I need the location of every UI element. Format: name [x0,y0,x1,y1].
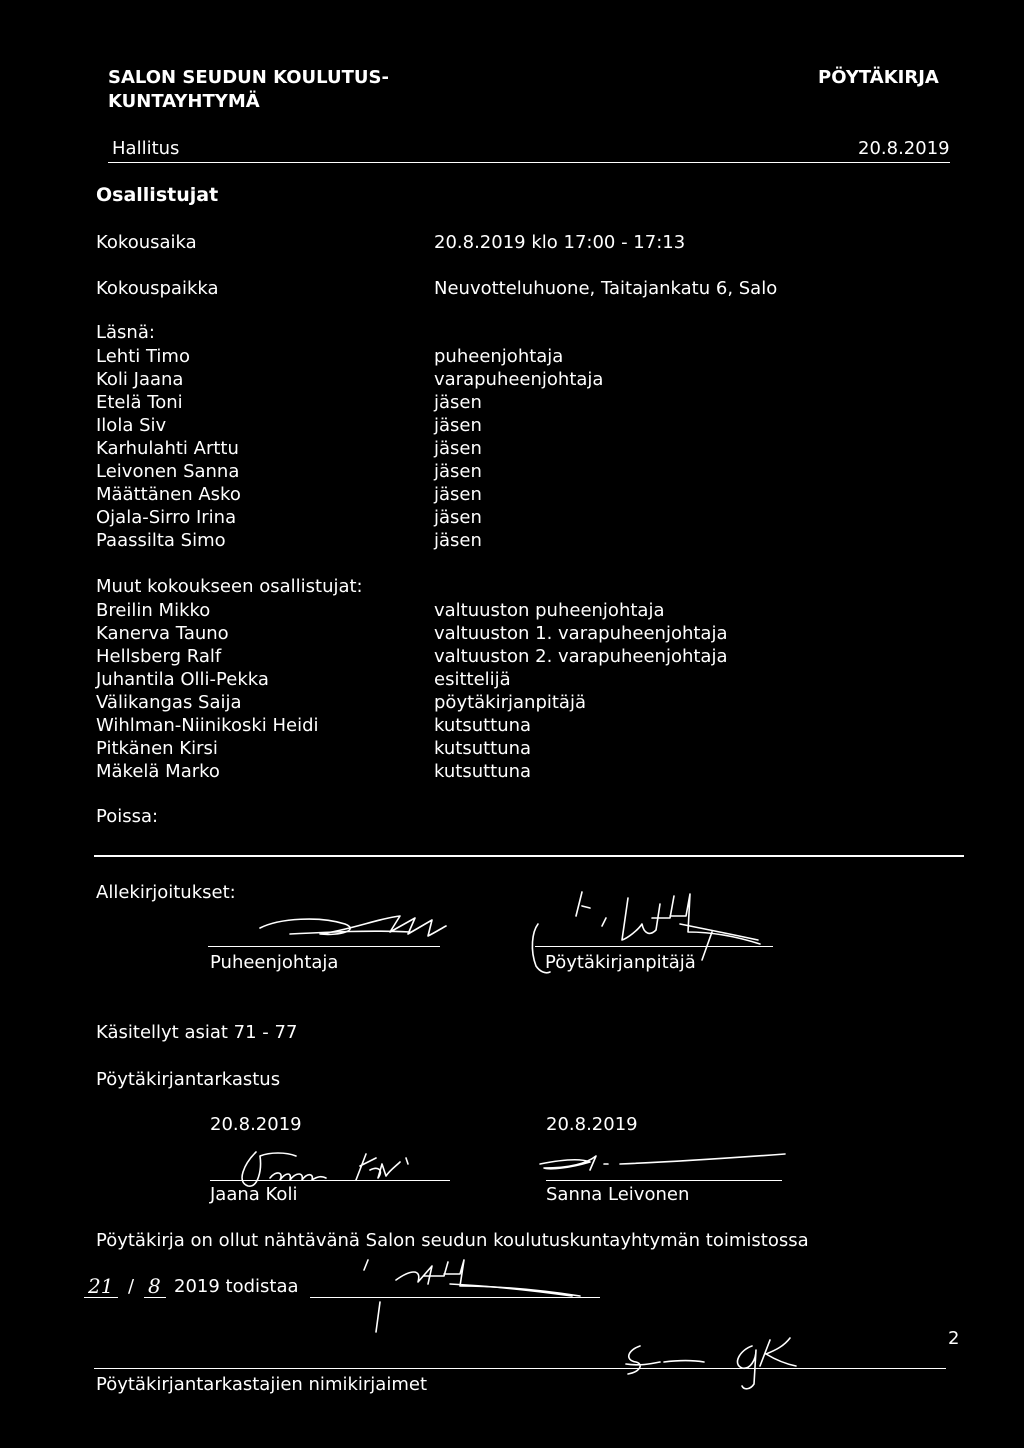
other-name: Kanerva Tauno [96,623,229,644]
secretary-caption: Pöytäkirjanpitäjä [545,952,696,973]
reviewer2-signature [530,1146,790,1182]
secretary-signature-line [535,946,773,947]
body-name: Hallitus [112,138,180,159]
present-name: Etelä Toni [96,392,183,413]
present-name: Leivonen Sanna [96,461,240,482]
witness-signature-line [310,1297,600,1298]
present-name: Lehti Timo [96,346,190,367]
notice-month-line [144,1297,166,1298]
meeting-time-value: 20.8.2019 klo 17:00 - 17:13 [434,232,686,253]
organization-name [108,66,389,114]
witness-signature [340,1240,610,1330]
other-role: valtuuston puheenjohtaja [434,600,665,621]
present-role: jäsen [434,392,482,413]
present-label: Läsnä: [96,322,155,343]
meeting-time-label: Kokousaika [96,232,197,253]
present-names [96,345,241,552]
other-role: kutsuttuna [434,715,532,736]
reviewer1-date: 20.8.2019 [210,1114,302,1135]
items-handled: Käsitellyt asiat 71 - 77 [96,1022,298,1043]
organization-name-line1: SALON SEUDUN KOULUTUS- [108,67,389,88]
other-role: esittelijä [434,669,511,690]
other-role: kutsuttuna [434,738,532,759]
other-role: valtuuston 1. varapuheenjohtaja [434,623,728,644]
document-type: PÖYTÄKIRJA [818,67,939,88]
page-number: 2 [948,1328,960,1349]
date-separator: / [128,1276,135,1297]
present-name: Ojala-Sirro Irina [96,507,237,528]
other-role: kutsuttuna [434,761,532,782]
meeting-place-value: Neuvotteluhuone, Taitajankatu 6, Salo [434,278,778,299]
other-name: Mäkelä Marko [96,761,220,782]
other-name: Wihlman-Niinikoski Heidi [96,715,319,736]
notice-text: Pöytäkirja on ollut nähtävänä Salon seudun koulutuskuntayhtymän toimistossa [96,1230,809,1251]
present-name: Määttänen Asko [96,484,241,505]
present-role: jäsen [434,484,482,505]
notice-month: 8 [148,1274,161,1298]
other-name: Hellsberg Ralf [96,646,222,667]
present-name: Koli Jaana [96,369,184,390]
present-role: jäsen [434,415,482,436]
section-divider [94,855,964,857]
present-role: jäsen [434,530,482,551]
notice-year-text: 2019 todistaa [174,1276,299,1297]
header-date: 20.8.2019 [858,138,950,159]
reviewer2-signature-line [546,1180,782,1181]
other-names [96,599,319,783]
signatures-label: Allekirjoitukset: [96,882,236,903]
other-name: Pitkänen Kirsi [96,738,218,759]
present-role: jäsen [434,507,482,528]
others-label: Muut kokoukseen osallistujat: [96,576,363,597]
other-role: valtuuston 2. varapuheenjohtaja [434,646,728,667]
present-roles [434,345,603,552]
present-name: Ilola Siv [96,415,167,436]
present-name: Paassilta Simo [96,530,226,551]
present-role: puheenjohtaja [434,346,564,367]
notice-day-line [84,1297,118,1298]
other-name: Välikangas Saija [96,692,242,713]
present-role: jäsen [434,438,482,459]
reviewer2-date: 20.8.2019 [546,1114,638,1135]
chair-signature [250,910,450,944]
present-name: Karhulahti Arttu [96,438,239,459]
organization-name-line2: KUNTAYHTYMÄ [108,91,260,112]
chair-signature-line [208,946,440,947]
other-roles [434,599,727,783]
reviewer1-signature-line [210,1180,450,1181]
other-role: pöytäkirjanpitäjä [434,692,586,713]
reviewer2-name: Sanna Leivonen [546,1184,690,1205]
meeting-place-label: Kokouspaikka [96,278,219,299]
reviewer1-name: Jaana Koli [210,1184,298,1205]
reviewer-initials [600,1320,840,1390]
header-divider [108,162,950,163]
footer-divider [94,1368,946,1369]
absent-label: Poissa: [96,806,159,827]
present-role: jäsen [434,461,482,482]
chair-caption: Puheenjohtaja [210,952,339,973]
present-role: varapuheenjohtaja [434,369,604,390]
other-name: Juhantila Olli-Pekka [96,669,269,690]
initials-label: Pöytäkirjantarkastajien nimikirjaimet [96,1374,427,1395]
participants-heading: Osallistujat [96,184,219,206]
review-label: Pöytäkirjantarkastus [96,1069,281,1090]
other-name: Breilin Mikko [96,600,211,621]
notice-day: 21 [88,1274,114,1298]
